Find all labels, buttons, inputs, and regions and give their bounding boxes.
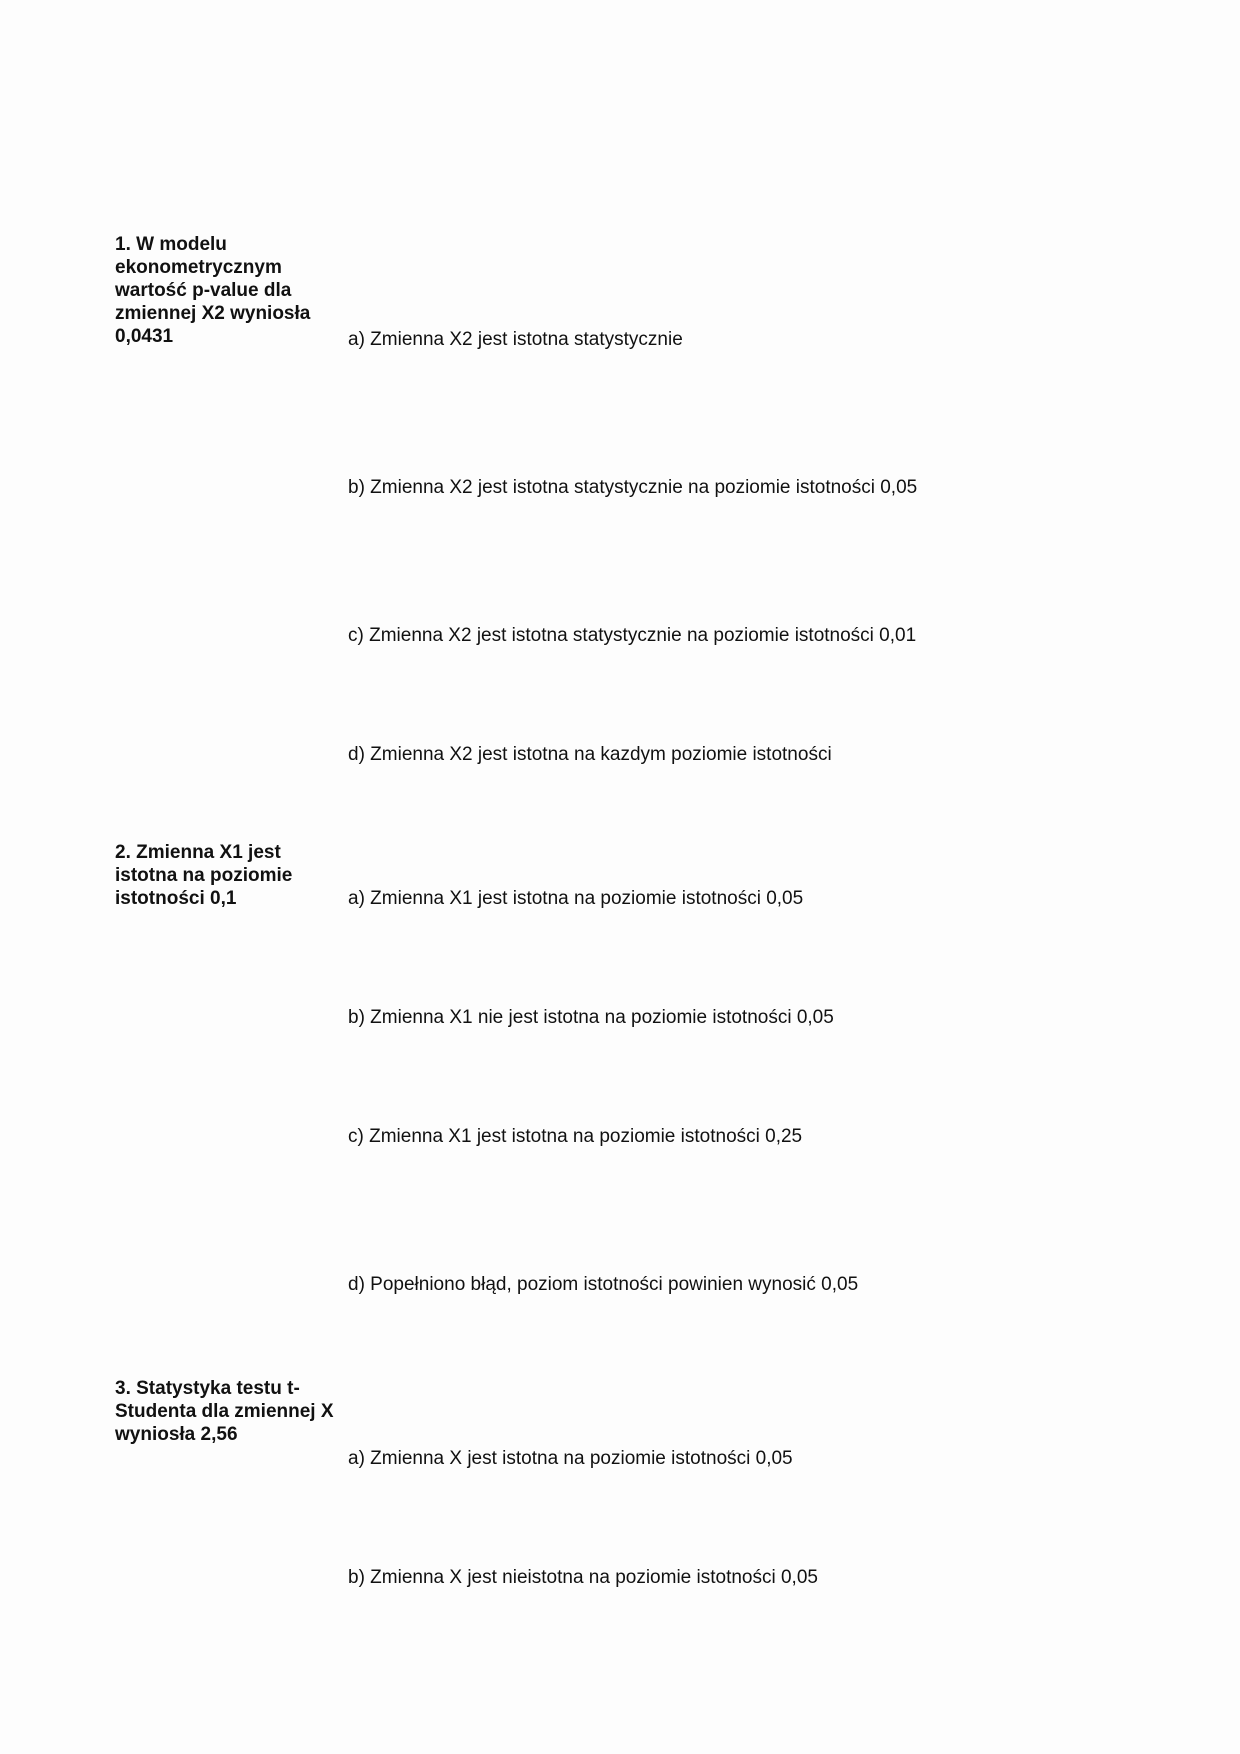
- answer-2a: a) Zmienna X1 jest istotna na poziomie istotności 0,05: [348, 888, 804, 909]
- answer-2b: b) Zmienna X1 nie jest istotna na poziomie istotności 0,05: [348, 1007, 834, 1028]
- answer-1b: b) Zmienna X2 jest istotna statystycznie na poziomie istotności 0,05: [348, 477, 918, 498]
- answer-3a: a) Zmienna X jest istotna na poziomie istotności 0,05: [348, 1448, 793, 1469]
- answer-1d: d) Zmienna X2 jest istotna na kazdym poziomie istotności: [348, 744, 832, 765]
- answer-2d: d) Popełniono błąd, poziom istotności powinien wynosić 0,05: [348, 1274, 859, 1295]
- question-1: 1. W modelu ekonometrycznym wartość p-value dla zmiennej X2 wyniosła 0,0431: [115, 234, 311, 347]
- question-2: 2. Zmienna X1 jest istotna na poziomie istotności 0,1: [115, 842, 293, 909]
- answer-1a: a) Zmienna X2 jest istotna statystycznie: [348, 329, 683, 350]
- answer-1c: c) Zmienna X2 jest istotna statystycznie na poziomie istotności 0,01: [348, 625, 917, 646]
- question-3: 3. Statystyka testu t-Studenta dla zmiennej X wyniosła 2,56: [115, 1378, 334, 1445]
- answer-2c: c) Zmienna X1 jest istotna na poziomie istotności 0,25: [348, 1126, 803, 1147]
- answer-3b: b) Zmienna X jest nieistotna na poziomie istotności 0,05: [348, 1567, 818, 1588]
